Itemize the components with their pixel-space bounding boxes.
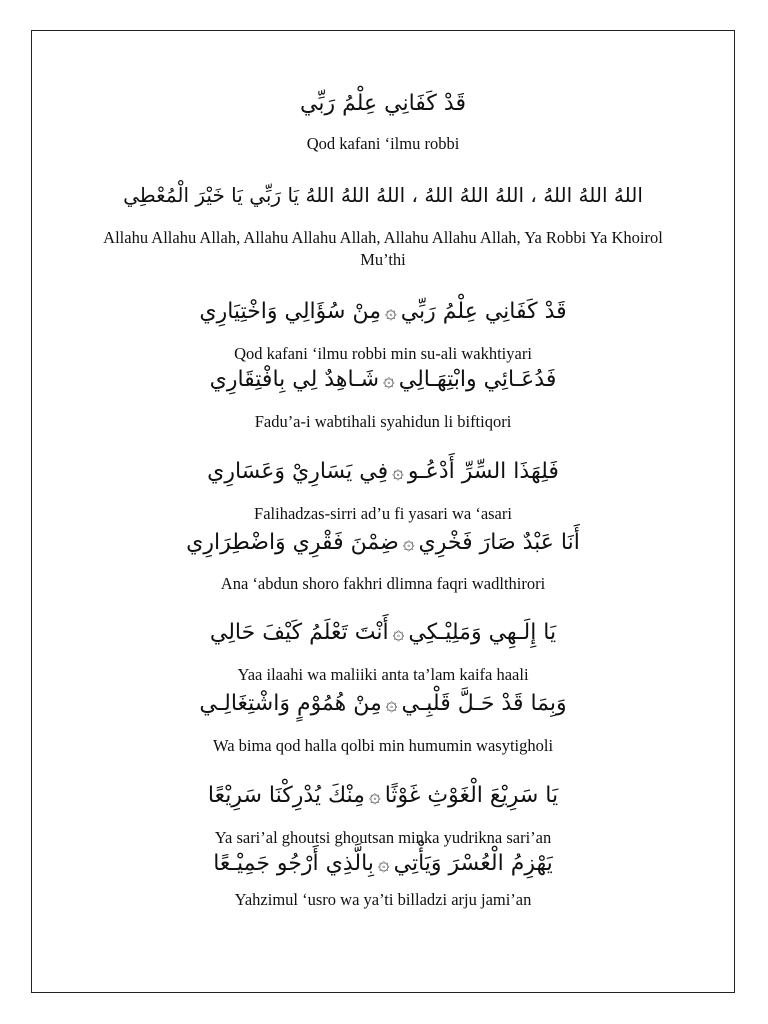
latin-line-4: Fadu’a-i wabtihali syahidun li biftiqori bbox=[254, 412, 512, 431]
arabic-line-10-right: يَهْزِمُ الْعُسْرَ وَيَأْتِي bbox=[393, 851, 553, 876]
document-page bbox=[31, 30, 735, 993]
arabic-line-6-right: أَنَا عَبْدٌ صَارَ فَخْرِي bbox=[418, 530, 580, 555]
arabic-line-4 bbox=[32, 367, 734, 392]
latin-line-2b: Mu’thi bbox=[360, 250, 406, 269]
arabic-line-6 bbox=[32, 530, 734, 555]
arabic-line-4-right: فَدُعَـائِي وابْتِهَـالِي bbox=[398, 367, 557, 392]
arabic-line-9 bbox=[32, 783, 734, 808]
verse-separator-icon: ۞ bbox=[385, 691, 398, 715]
verse-separator-icon: ۞ bbox=[377, 851, 390, 875]
arabic-line-3 bbox=[32, 299, 734, 324]
latin-line-7: Yaa ilaahi wa maliiki anta ta’lam kaifa haali bbox=[237, 665, 529, 684]
verse-separator-icon: ۞ bbox=[368, 783, 381, 807]
latin-line-5: Falihadzas-sirri ad’u fi yasari wa ‘asari bbox=[254, 504, 512, 523]
arabic-line-5 bbox=[32, 459, 734, 484]
latin-line-6: Ana ‘abdun shoro fakhri dlimna faqri wadlthirori bbox=[220, 574, 546, 593]
arabic-line-8-right: وَبِمَا قَدْ حَـلَّ قَلْبِـي bbox=[401, 691, 567, 716]
arabic-line-3-left: مِنْ سُؤَالِي وَاخْتِيَارِي bbox=[199, 299, 381, 324]
latin-line-1: Qod kafani ‘ilmu robbi bbox=[306, 134, 460, 153]
latin-line-10: Yahzimul ‘usro wa ya’ti billadzi arju jami’an bbox=[234, 890, 532, 909]
arabic-line-7-left: أَنْتَ تَعْلَمُ كَيْفَ حَالِي bbox=[209, 620, 389, 645]
latin-line-3: Qod kafani ‘ilmu robbi min su-ali wakhtiyari bbox=[234, 344, 532, 363]
verse-separator-icon: ۞ bbox=[402, 530, 415, 554]
verse-separator-icon: ۞ bbox=[392, 620, 405, 644]
arabic-line-7 bbox=[32, 620, 734, 645]
latin-line-2: Allahu Allahu Allah, Allahu Allahu Allah, Allahu Allahu Allah, Ya Robbi Ya Khoirol bbox=[103, 228, 663, 247]
arabic-line-3-right: قَدْ كَفَانِي عِلْمُ رَبِّي bbox=[400, 299, 567, 324]
arabic-line-8-left: مِنْ هُمُوْمٍ وَاشْتِغَالِـي bbox=[199, 691, 382, 716]
latin-line-8: Wa bima qod halla qolbi min humumin wasytigholi bbox=[212, 736, 554, 755]
arabic-line-8 bbox=[32, 691, 734, 716]
verse-separator-icon: ۞ bbox=[392, 459, 404, 483]
latin-line-9: Ya sari’al ghoutsi ghoutsan minka yudrikna sari’an bbox=[214, 828, 552, 847]
arabic-line-6-left: ضِمْنَ فَقْرِي وَاضْطِرَارِي bbox=[186, 530, 399, 555]
arabic-line-1: قَدْ كَفَانِي عِلْمُ رَبِّي bbox=[300, 91, 466, 116]
verse-separator-icon: ۞ bbox=[384, 299, 397, 323]
arabic-line-10 bbox=[32, 851, 734, 876]
arabic-line-5-right: فَلِهَذَا السِّرِّ أَدْعُـو bbox=[407, 459, 559, 484]
arabic-line-10-left: بِالَّذِي أَرْجُو جَمِيْـعًا bbox=[213, 851, 374, 876]
arabic-line-2: اللهُ اللهُ اللهُ ، اللهُ اللهُ اللهُ ، اللهُ اللهُ اللهُ يَا رَبِّي يَا خَيْرَ الْمُعْطِي bbox=[123, 183, 643, 207]
arabic-line-9-left: مِنْكَ يُدْرِكْنَا سَرِيْعًا bbox=[207, 783, 365, 808]
arabic-line-4-left: شَـاهِدٌ لِي بِافْتِقَارِي bbox=[209, 367, 380, 392]
verse-separator-icon: ۞ bbox=[383, 367, 395, 391]
arabic-line-5-left: فِي يَسَارِيْ وَعَسَارِي bbox=[207, 459, 389, 484]
arabic-line-9-right: يَا سَرِيْعَ الْغَوْثِ غَوْثًا bbox=[384, 783, 559, 808]
arabic-line-7-right: يَا إِلَـهِي وَمَلِيْـكِي bbox=[408, 620, 557, 645]
